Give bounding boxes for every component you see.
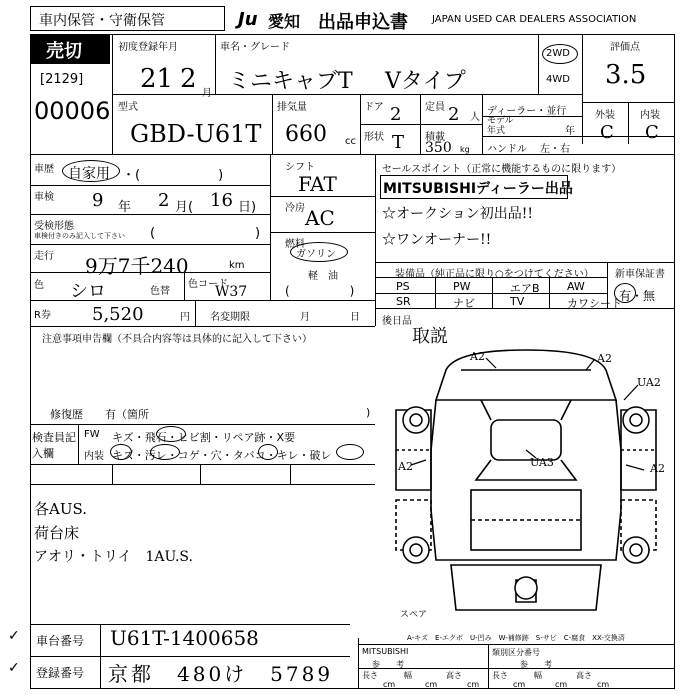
int-score: C (645, 122, 659, 143)
fuel-label: 燃料 (285, 239, 305, 250)
plate-number: 京都 480け 5789 (108, 662, 334, 686)
footer-cat-label: 類別区分番号 (492, 648, 540, 657)
car-name-label: 車名・グレード (220, 42, 290, 53)
damage-mark-5: A2 (650, 462, 665, 475)
inspector-label: 検査員記入欄 (32, 431, 76, 460)
dim-text: 幅 (534, 671, 542, 680)
cool-value: AC (305, 206, 335, 230)
new-guarantee-value: 有・無 (619, 289, 656, 303)
shift-value: FAT (298, 172, 337, 196)
caution-label: 注意事項申告欄（不具合内容等は具体的に記入して下さい） (42, 334, 312, 345)
equipment-item: SR (396, 295, 411, 308)
header-storage-box (30, 6, 225, 31)
after-label: 後日品 (382, 316, 412, 327)
damage-mark-6: UA3 (530, 456, 554, 469)
load: 350 (425, 140, 452, 156)
equipment-item: エアB (510, 282, 540, 295)
score-label: 評価点 (610, 42, 640, 53)
inspector-row1: キズ・飛石・ヒビ割・リペア跡・X要 (112, 431, 296, 444)
dim-text: 高さ (576, 671, 592, 680)
first-reg-year: 21 (140, 64, 174, 94)
main-title: 出品申込書 (318, 12, 408, 33)
name-change-day: 日 (350, 312, 360, 323)
burn-circle (258, 444, 278, 460)
sales-line1-box (380, 175, 573, 199)
inspection-y: 年 (118, 200, 132, 215)
inspector-interior: 内装 (84, 451, 104, 462)
km-unit: km (229, 260, 245, 271)
fuel-gas: ガソリン (296, 249, 336, 260)
brand-logo: Ju (238, 9, 258, 30)
car-name: ミニキャブT (228, 69, 353, 94)
fuel-paren: ( ) (285, 284, 355, 298)
shape: T (392, 132, 405, 153)
color-label: 色 (34, 280, 44, 291)
scratch-circle (110, 444, 132, 460)
damage-mark-3: UA2 (637, 376, 661, 389)
cc-unit: cc (345, 136, 356, 147)
inspection-d: 日) (238, 200, 257, 215)
inspection-month: 2 (158, 190, 170, 211)
usage-rest: ・( ) (122, 168, 224, 183)
inspection-label: 車検 (34, 192, 54, 203)
chip-circle (156, 426, 186, 442)
first-reg-label: 初度登録年月 (118, 42, 178, 53)
damage-mark-2: A2 (597, 352, 612, 365)
sales-line1: MITSUBISHIディーラー出品 (383, 181, 573, 197)
score-value: 3.5 (605, 60, 647, 90)
usage-value: 自家用 (68, 166, 110, 182)
damage-mark-1: A2 (470, 350, 485, 363)
equipment-item: カワシート (567, 297, 622, 310)
damage-mark-4: A2 (398, 460, 413, 473)
check-mark-1: ✓ (8, 628, 20, 644)
sales-label: セールスポイント（正常に機能するものに限ります） (382, 164, 622, 175)
dim-text: cm (597, 680, 610, 689)
brand-name: 愛知 (268, 12, 301, 31)
damage-legend: A-キズ E-エクボ U-凹み W-補修跡 S-サビ C-腐食 XX-交換済 (407, 634, 625, 642)
doors-label: ドア (364, 102, 384, 113)
shape-label: 形状 (364, 132, 384, 143)
inspection-m: 月( (175, 200, 194, 215)
car-grade: Vタイプ (385, 69, 466, 94)
dim-text: 幅 (404, 671, 412, 680)
equipment-item: ナビ (453, 297, 475, 310)
footer-ref: 参 考 (372, 660, 404, 669)
usage-label: 車歴 (34, 164, 54, 175)
color-code-label: 色コード (188, 279, 228, 290)
lot-code: [2129] (40, 72, 84, 87)
recycle-label: R券 (34, 310, 51, 321)
recycle-value: 5,520 (92, 304, 144, 325)
dim-text: cm (383, 680, 396, 689)
plate-label: 登録番号 (36, 666, 85, 680)
displacement-label: 排気量 (277, 102, 307, 113)
recycle-yen: 円 (180, 312, 190, 323)
model-label: 型式 (118, 102, 138, 113)
dim-text: 長さ (492, 671, 508, 680)
equipment-item: AW (567, 280, 585, 293)
form-note: 車検付きのみ記入して下さい (34, 232, 125, 240)
assoc-name: JAPAN USED CAR DEALERS ASSOCIATION (432, 14, 637, 25)
color-value: シロ (70, 281, 106, 302)
capacity-unit: 人 (470, 112, 480, 123)
name-change-label: 名変期限 (210, 312, 250, 323)
footer-mitsubishi: MITSUBISHI (362, 647, 409, 656)
name-change-month: 月 (300, 312, 310, 323)
dim-text: 高さ (446, 671, 462, 680)
equipment-item: PW (453, 280, 471, 293)
sales-line2: ☆オークション初出品!! (382, 206, 533, 222)
dim-text: cm (555, 680, 568, 689)
year-unit: 年 (565, 126, 575, 137)
repair-label: 修復歴 有（箇所 (50, 408, 149, 421)
color-sub-label: 色替 (150, 286, 170, 297)
form-paren-close: ) (255, 226, 261, 241)
dim-text: cm (467, 680, 480, 689)
capacity: 2 (448, 104, 460, 125)
sales-line3: ☆ワンオーナー!! (382, 232, 492, 248)
sold-label: 売切 (46, 41, 82, 62)
cool-label: 冷房 (285, 203, 305, 214)
new-guarantee-label: 新車保証書 (615, 269, 665, 280)
car-damage-diagram (376, 340, 676, 620)
first-reg-month-unit: 月 (202, 88, 212, 99)
equipment-item: PS (396, 280, 410, 293)
header-storage-title: 車内保管・守衛保管 (39, 13, 165, 29)
load-label: 積載 (425, 132, 445, 143)
form-paren-open: ( (150, 226, 156, 241)
color-code: W37 (215, 284, 248, 300)
ext-score: C (600, 122, 614, 143)
footer-ref2: 参 考 (520, 660, 552, 669)
handle-value: 左・右 (540, 144, 570, 155)
check-mark-2: ✓ (8, 660, 20, 676)
repair-paren: ) (366, 406, 371, 419)
doors: 2 (390, 104, 402, 125)
dealer-label: ディーラー・並行 (487, 106, 567, 117)
equipment-item: TV (510, 295, 525, 308)
inspection-year: 9 (92, 190, 104, 211)
drive-4wd: 4WD (546, 74, 570, 85)
chassis-number: U61T-1400658 (110, 626, 259, 650)
dim-text: cm (425, 680, 438, 689)
equipment-label: 装備品（純正品に限り○をつけてください） (395, 269, 594, 280)
dim-text: 長さ (362, 671, 378, 680)
inspector-row2: キズ・汚レ・コゲ・穴・タバコ・キレ・破レ (112, 449, 332, 462)
ext-label: 外装 (595, 110, 615, 121)
hand-note-2: 荷台床 (34, 524, 80, 542)
manual-item: 取説 (412, 326, 448, 347)
tear-circle (336, 444, 364, 460)
form-label: 受検形態 (34, 221, 74, 232)
model-code: GBD-U61T (130, 120, 262, 148)
load-unit: kg (460, 145, 470, 154)
mileage: 9万7千240 (85, 254, 189, 278)
shift-label: シフト (285, 162, 315, 173)
drive-2wd: 2WD (546, 48, 570, 59)
int-label: 内装 (640, 110, 660, 121)
dirt-circle (150, 444, 180, 460)
displacement: 660 (285, 122, 327, 147)
chassis-label: 車台番号 (36, 634, 85, 648)
first-reg-month: 2 (180, 64, 197, 94)
spare-label: スペア (400, 610, 428, 620)
fuel-light: 軽 油 (308, 271, 338, 282)
hand-note-3: アオリ・トリイ 1AU.S. (34, 549, 193, 565)
mileage-label: 走行 (34, 251, 54, 262)
lot-number: 00006 (34, 97, 111, 125)
handle-label: ハンドル (487, 144, 527, 155)
sold-badge (30, 34, 110, 64)
model-year-label: モデル年式 (487, 116, 514, 136)
inspector-fw: FW (84, 429, 100, 440)
capacity-label: 定員 (425, 102, 445, 113)
dim-text: cm (513, 680, 526, 689)
inspection-day: 16 (210, 190, 233, 211)
hand-note-1: 各AUS. (34, 500, 87, 518)
